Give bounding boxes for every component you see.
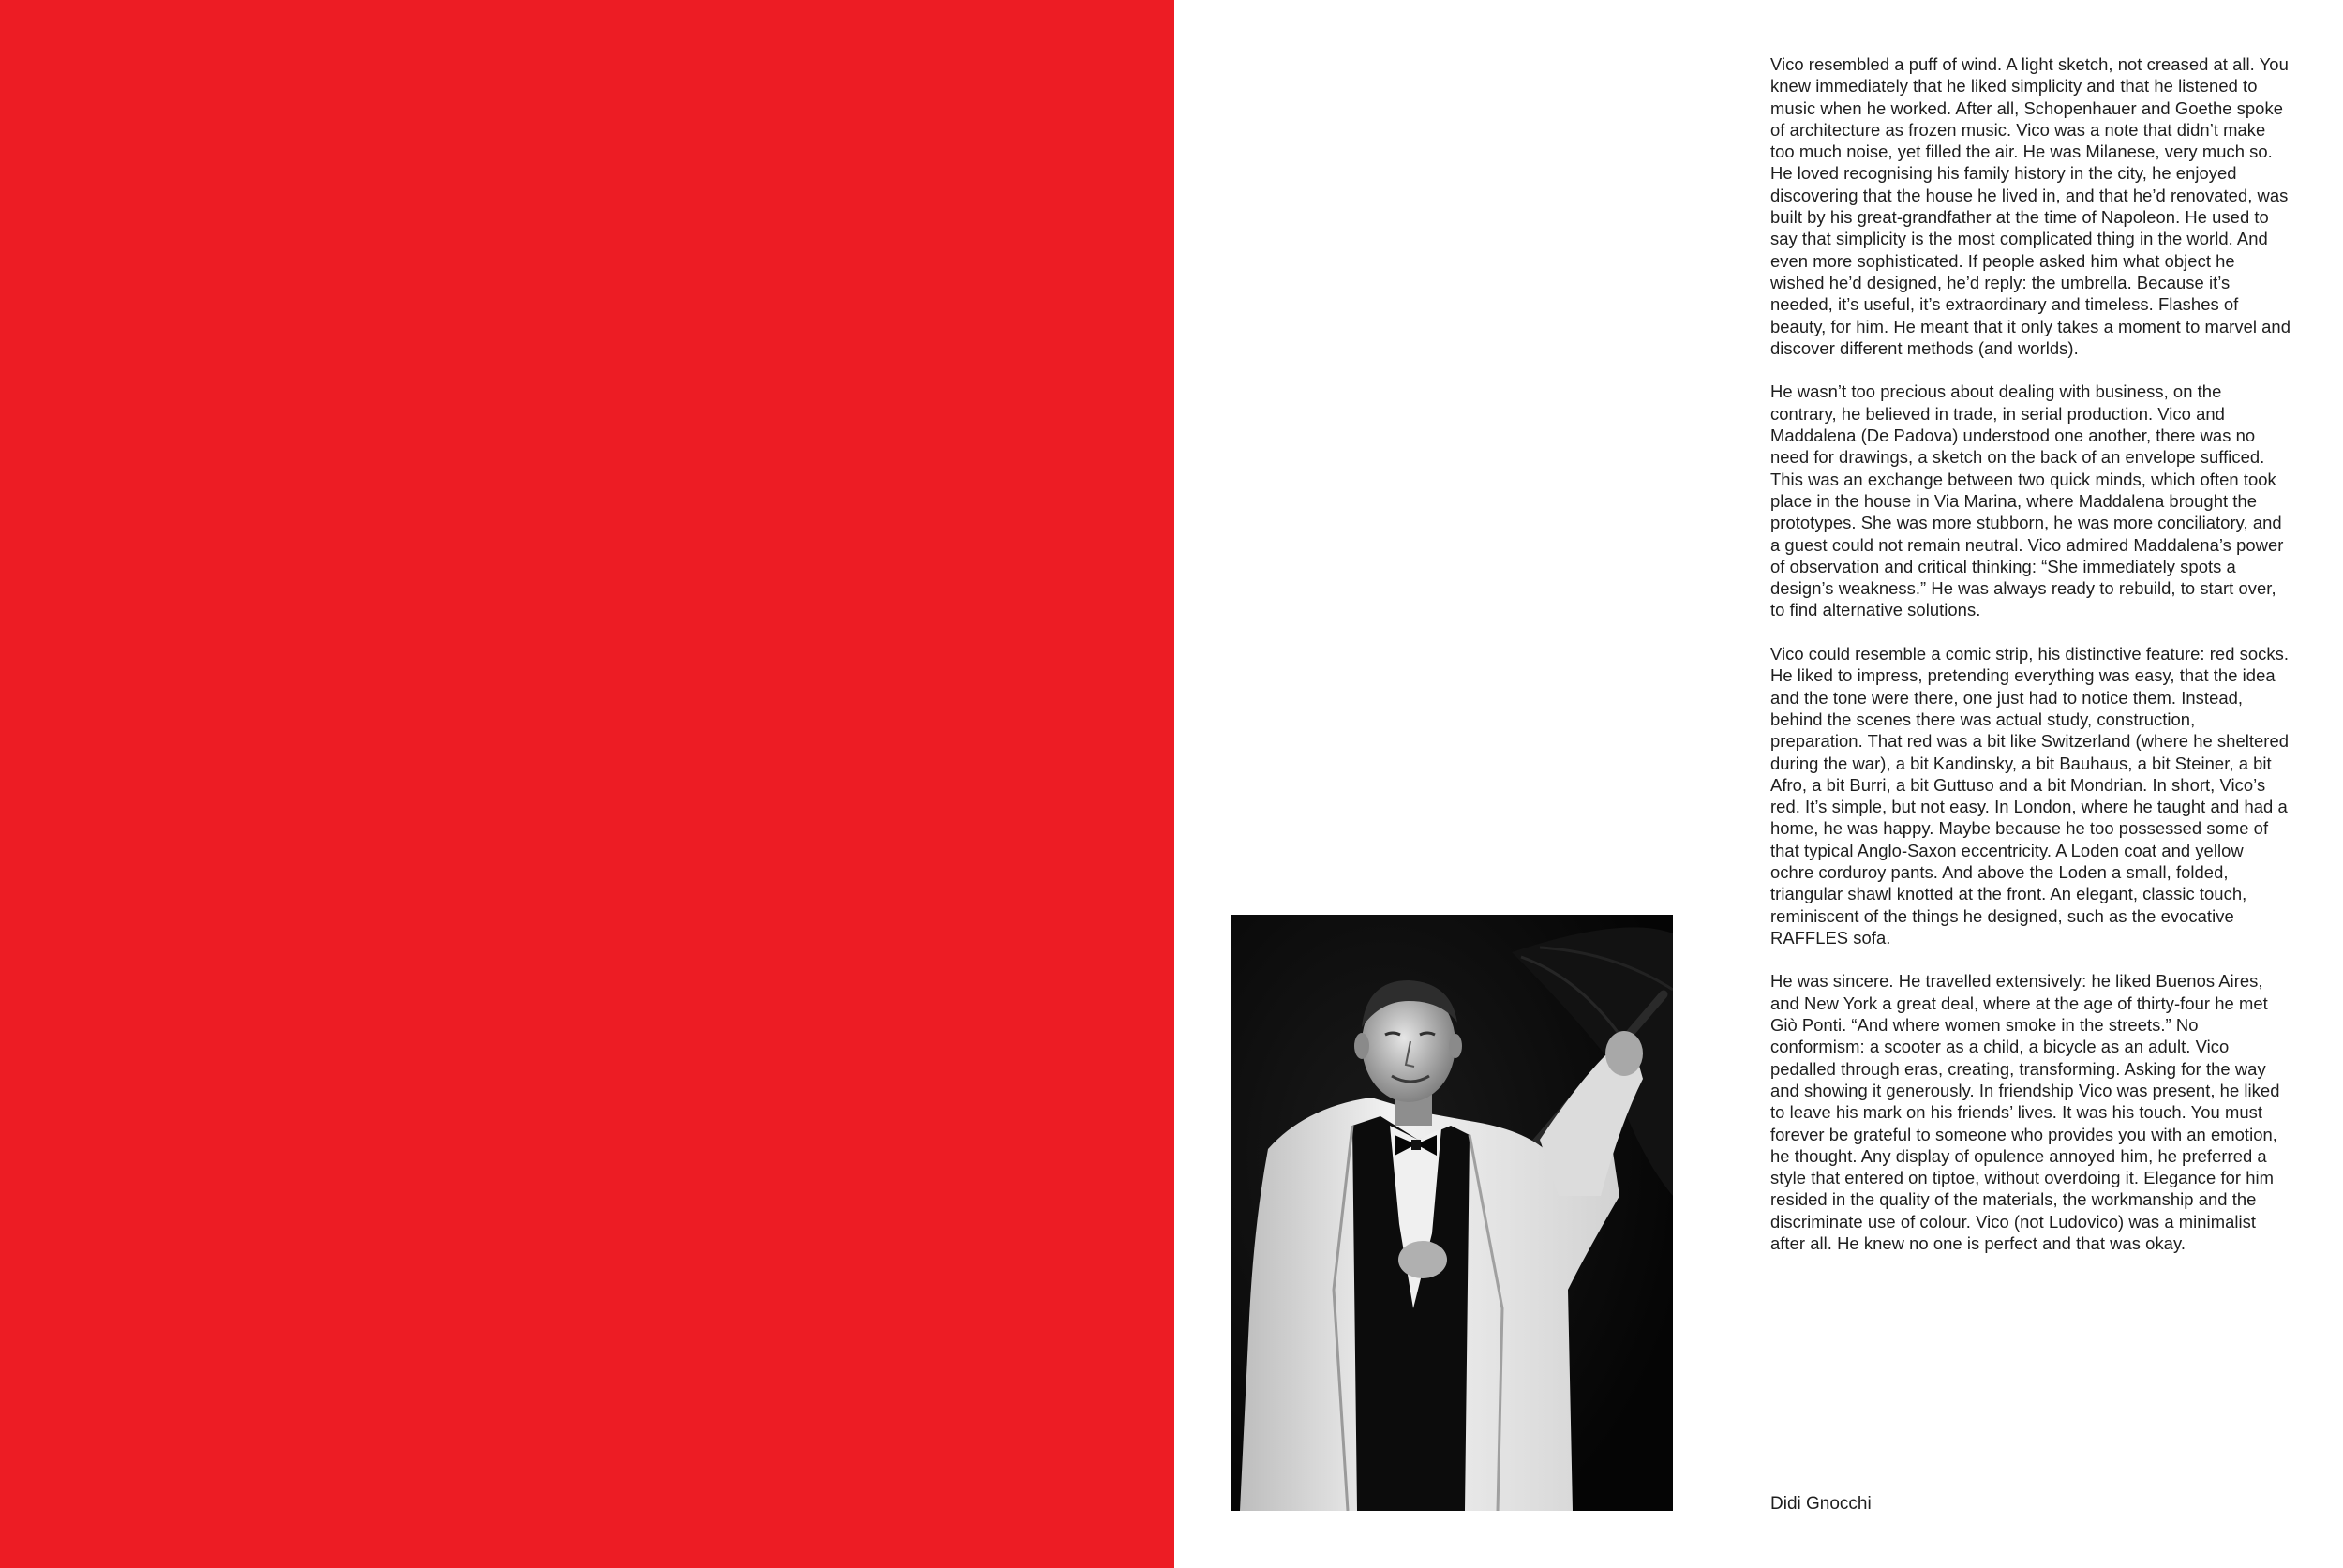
essay-paragraph-4: He was sincere. He travelled extensively: he liked Buenos Aires, and New York a great deal, where at the age of thirty-four he met Giò Ponti. “And where women smoke in the streets.” No conformism: a scooter as a child, a bicycle as an adult. Vico pedalled through eras, creating, transforming. Asking for the way and showing it generously. In friendship Vico was present, he liked to leave his mark on his friends’ lives. It was his touch. You must forever be grateful to someone who provides you with an emotion, he thought. Any display of opulence annoyed him, he preferred a style that entered on tiptoe, without overdoing it. Elegance for him resided in the quality of the materials, the workmanship and the discriminate use of colour. Vico (not Ludovico) was a minimalist after all. He knew no one is perfect and that was okay. [1770,971,2280,1254]
essay-paragraph-3: Vico could resemble a comic strip, his distinctive feature: red socks. He liked to impress, pretending everything was easy, that the idea and the tone were there, one just had to notice them. Instead, behind the scenes there was actual study, construction, preparation. That red was a bit like Switzerland (where he sheltered during the war), a bit Kandinsky, a bit Bauhaus, a bit Steiner, a bit Afro, a bit Burri, a bit Guttuso and a bit Mondrian. In short, Vico’s red. It’s simple, but not easy. In London, where he taught and had a home, he was happy. Maybe because he too possessed some of that typical Anglo-Saxon eccentricity. A Loden coat and yellow ochre corduroy pants. And above the Loden a small, folded, triangular shawl knotted at the front. An elegant, classic touch, reminiscent of the things he designed, such as the evocative RAFFLES sofa. [1770,644,2290,948]
essay-paragraph-1: Vico resembled a puff of wind. A light sketch, not creased at all. You knew immediately that he liked simplicity and that he listened to music when he worked. After all, Schopenhauer and Goethe spoke of architecture as frozen music. Vico was a note that didn’t make too much noise, yet filled the air. He was Milanese, very much so. He loved recognising his family history in the city, he enjoyed discovering that the house he lived in, and that he’d renovated, was built by his great-grandfather at the time of Napoleon. He used to say that simplicity is the most complicated thing in the world. And even more sophisticated. If people asked him what object he wished he’d designed, he’d reply: the umbrella. Because it’s needed, it’s useful, it’s extraordinary and timeless. Flashes of beauty, for him. He meant that it only takes a moment to marvel and discover different methods (and worlds). [1770,54,2291,358]
essay-text-column [1770,53,2291,1277]
essay-paragraph-2: He wasn’t too precious about dealing with business, on the contrary, he believed in trade, in serial production. Vico and Maddalena (De Padova) understood one another, there was no need for drawings, a sketch on the back of an envelope sufficed. This was an exchange between two quick minds, which often took place in the house in Via Marina, where Maddalena brought the prototypes. She was more stubborn, he was more conciliatory, and a guest could not remain neutral. Vico admired Maddalena’s power of observation and critical thinking: “She immediately spots a design’s weakness.” He was always ready to rebuild, to start over, to find alternative solutions. [1770,381,2284,620]
portrait-photo [1231,915,1673,1511]
author-name: Didi Gnocchi [1770,1494,1872,1514]
portrait-photo-illustration [1231,915,1673,1511]
